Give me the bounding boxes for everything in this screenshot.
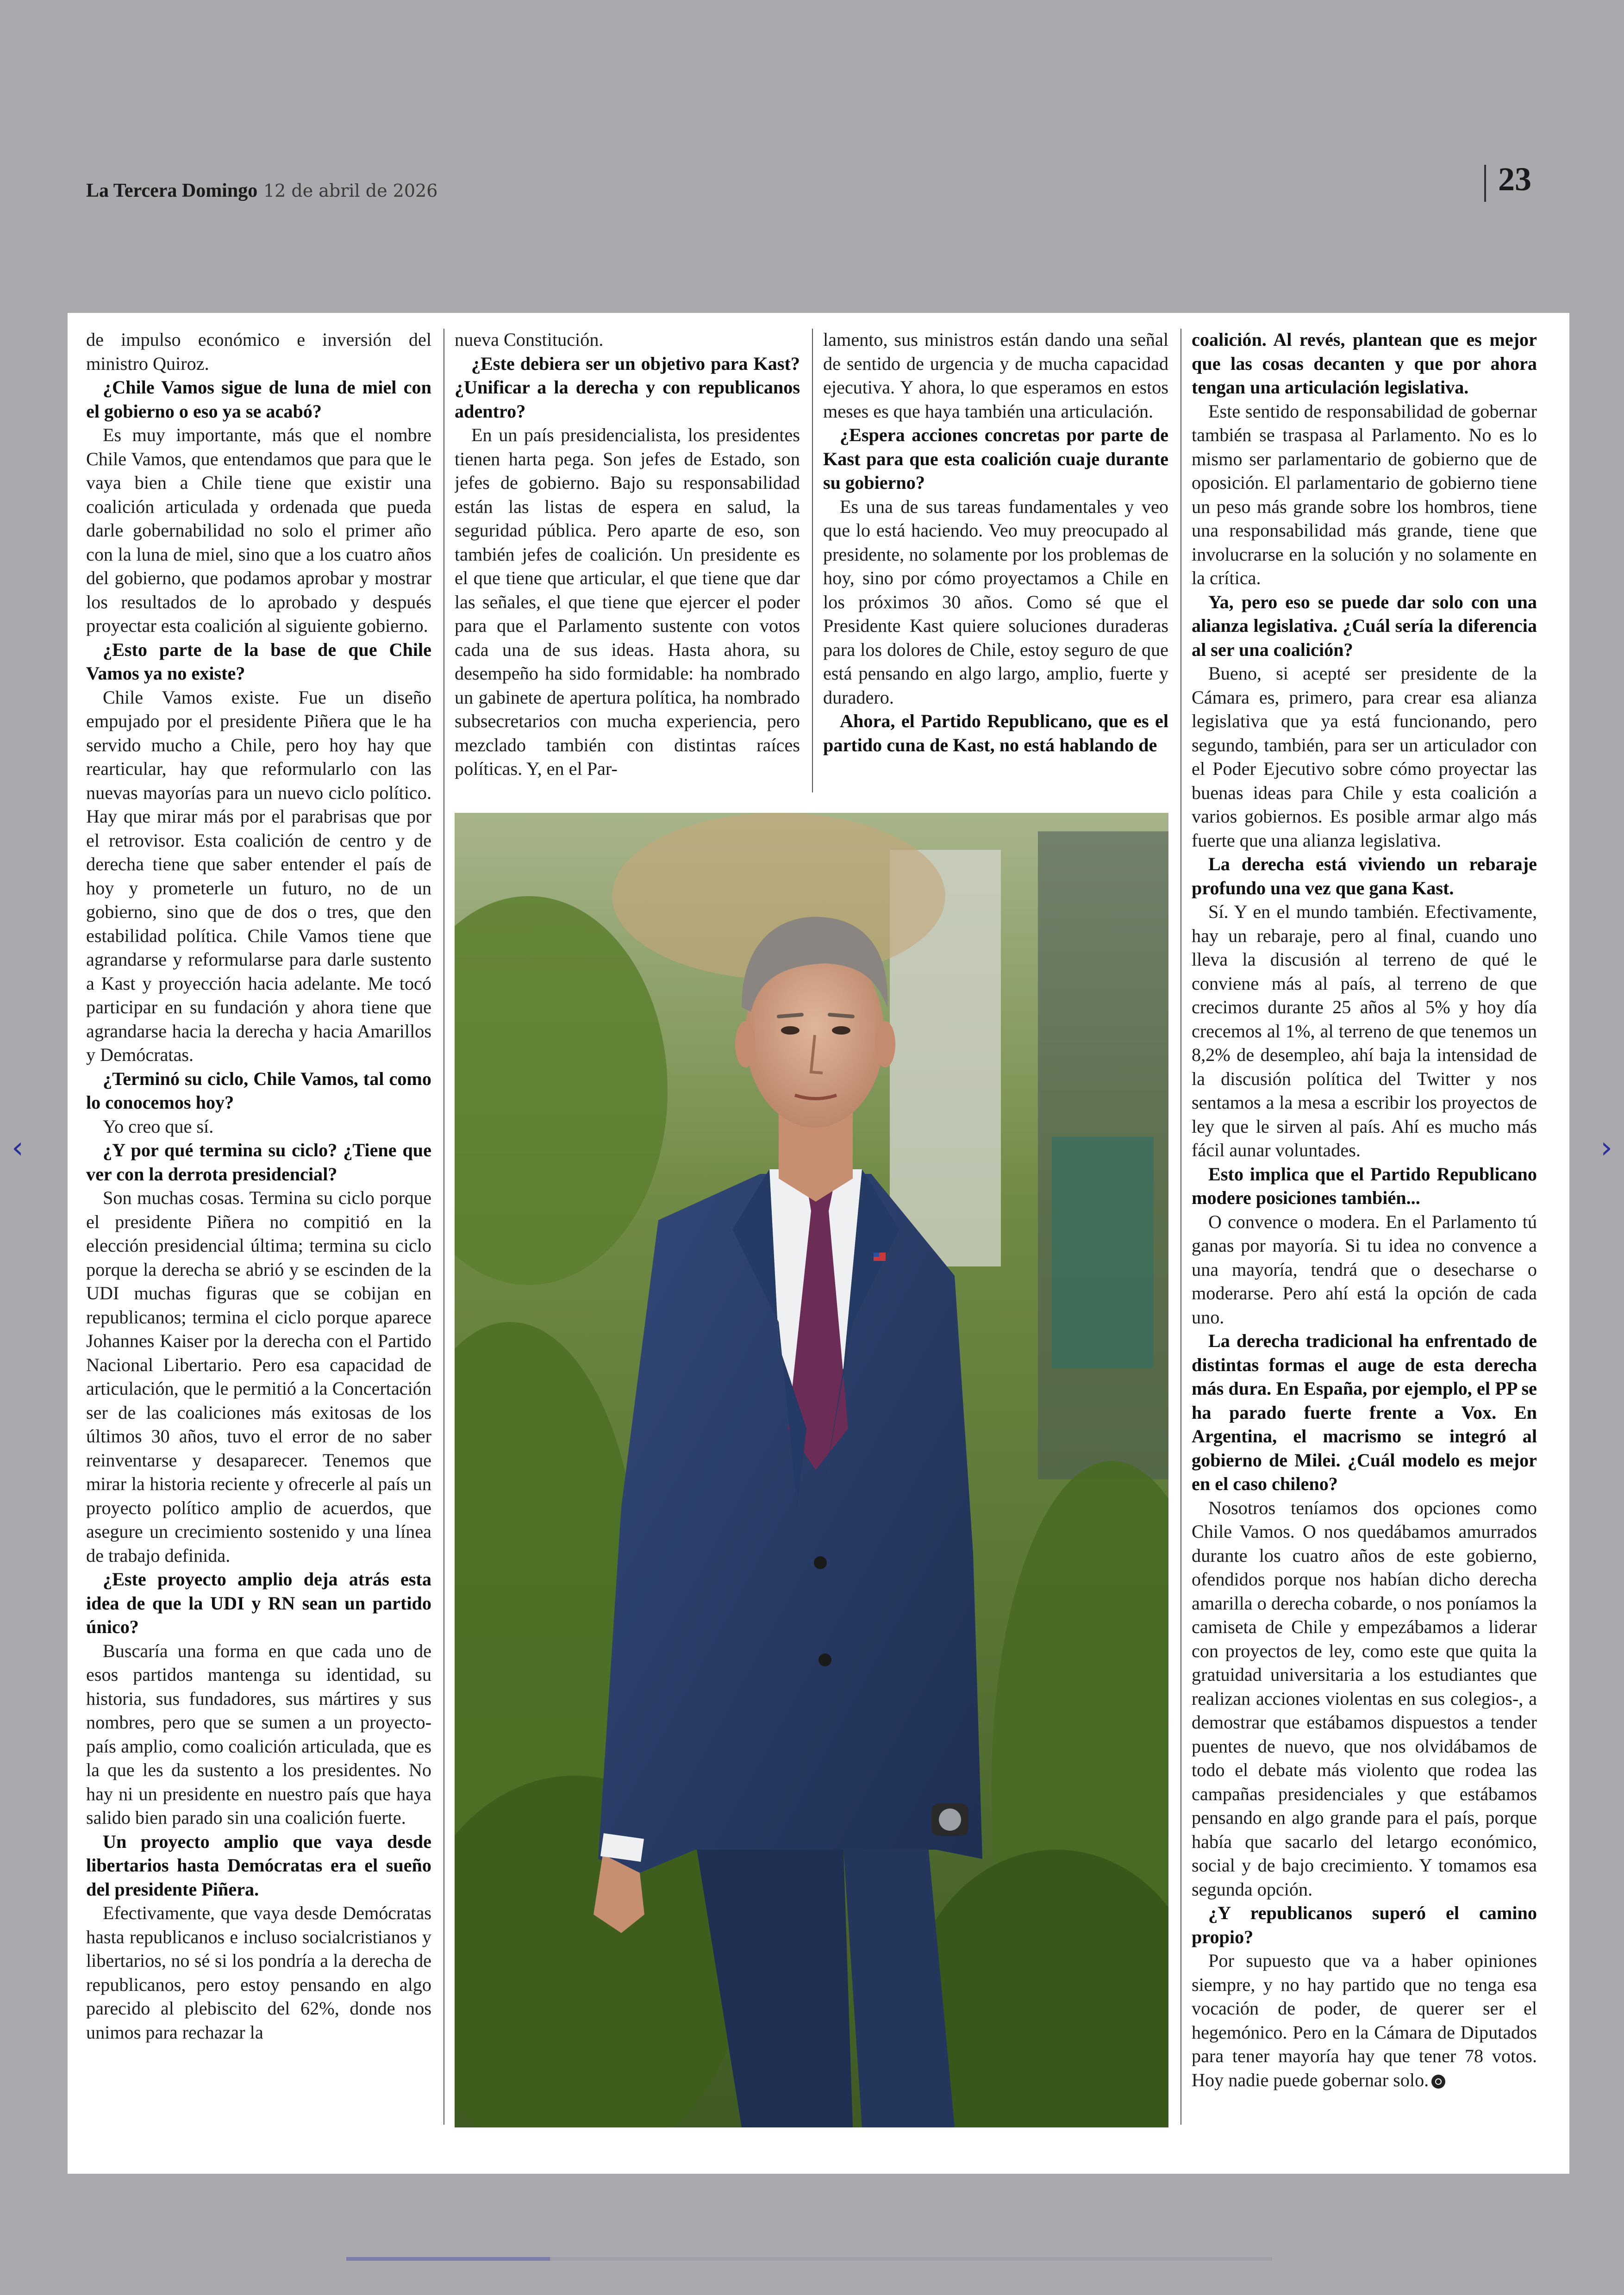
interview-question: ¿Chile Vamos sigue de luna de miel con el gobierno o eso ya se acabó? bbox=[86, 377, 431, 422]
interview-question: Un proyecto amplio que vaya desde libertarios hasta Demócratas era el sueño del presidente Piñera. bbox=[86, 1831, 431, 1900]
page-header bbox=[0, 0, 1624, 313]
column-divider bbox=[812, 329, 813, 792]
page-number-divider bbox=[1484, 165, 1486, 202]
interview-answer: En un país presidencialista, los presidentes tienen harta pega. Son jefes de Estado, son jefes de gobierno. Bajo su responsabilidad están las listas de espera en salud, la seguridad pública. Pero aparte de eso, son también jefes de coalición. Un presidente es el que tiene que articular, el que tiene que dar las señales, el que tiene que ejercer el poder para que el Parlamento sustente con votos cada una de sus ideas. Hasta ahora, su desempeño ha sido formidable: ha nombrado un gabinete de apertura política, ha nombrado subsecretarios con mucha experiencia, pero mezclado también con distintas raíces políticas. Y, en el Par- bbox=[455, 424, 800, 779]
interview-question: Ahora, el Partido Republicano, que es el partido cuna de Kast, no está hablando de bbox=[823, 711, 1168, 755]
interview-answer: Este sentido de responsabilidad de gobernar también se traspasa al Parlamento. No es lo mismo ser parlamentario de gobierno que de oposición. El parlamentario de gobierno tiene un peso más grande sobre los hombros, tiene una responsabilidad más grande, tiene que involucrarse en la solución y no solamente en la crítica. bbox=[1192, 400, 1537, 588]
page-number: 23 bbox=[1498, 161, 1531, 198]
interview-answer: Buscaría una forma en que cada uno de esos partidos mantenga su identidad, su historia, sus fundadores, sus mártires y sus nombres, pero que se sumen a un proyecto-país amplio, como coalición articulada, que es la que les da sustento a los presidentes. No hay ni un presidente en nuestro país que haya salido bien parado sin una coalición fuerte. bbox=[86, 1640, 431, 1828]
interview-question: ¿Y republicanos superó el camino propio? bbox=[1192, 1902, 1537, 1947]
text-column-2 bbox=[455, 328, 800, 791]
publication-name: La Tercera Domingo bbox=[86, 180, 258, 201]
prev-page-button[interactable] bbox=[4, 1129, 31, 1166]
end-of-article-icon bbox=[1431, 2075, 1445, 2089]
chevron-left-icon: ‹ bbox=[12, 1131, 24, 1165]
interview-answer: Yo creo que sí. bbox=[103, 1116, 214, 1137]
interview-question: ¿Este debiera ser un objetivo para Kast? ¿Unificar a la derecha y con republicanos adentro? bbox=[455, 353, 800, 422]
column-divider bbox=[443, 329, 444, 2125]
interview-answer: Chile Vamos existe. Fue un diseño empujado por el presidente Piñera que le ha servido mucho a Chile, pero hoy hay que rearticular, hay que reformularlo con las nuevas mayorías para un nuevo ciclo político. Hay que mirar más por el parabrisas que por el retrovisor. Esta coalición de centro y de derecha tiene que saber entender el país de hoy y prometerle un futuro, no de un gobierno, sino que de dos o tres, que den estabilidad política. Chile Vamos tiene que agrandarse y reformularse para darle sustento a Kast y proyección hacia adelante. Me tocó participar en su fundación y ahora tiene que agrandarse hacia la derecha y hacia Amarillos y Demócratas. bbox=[86, 686, 431, 1065]
page-progress-fill bbox=[346, 2257, 550, 2261]
next-page-button[interactable] bbox=[1593, 1129, 1620, 1166]
text-column-3 bbox=[823, 328, 1168, 791]
interview-question: ¿Este proyecto amplio deja atrás esta idea de que la UDI y RN sean un partido único? bbox=[86, 1569, 431, 1637]
publication-line bbox=[86, 180, 437, 202]
interview-question: La derecha está viviendo un rebaraje profundo una vez que gana Kast. bbox=[1192, 854, 1537, 898]
interview-answer: lamento, sus ministros están dando una señal de sentido de urgencia y de mucha capacidad ejecutiva. Y ahora, lo que esperamos en estos meses es que haya también una articulación. bbox=[823, 329, 1168, 422]
interview-question: La derecha tradicional ha enfrentado de distintas formas el auge de esta derecha más dura. En España, por ejemplo, el PP se ha parado fuerte frente a Vox. En Argentina, el macrismo se integró al gobierno de Milei. ¿Cuál modelo es mejor en el caso chileno? bbox=[1192, 1330, 1537, 1494]
interview-answer: Efectivamente, que vaya desde Demócratas hasta republicanos e incluso socialcristianos y libertarios, no sé si los pondría a la derecha de republicanos, pero estoy pensando en algo parecido al plebiscito del 62%, donde nos unimos para rechazar la bbox=[86, 1902, 431, 2043]
publication-date: 12 de abril de 2026 bbox=[263, 181, 438, 201]
interview-answer: nueva Constitución. bbox=[455, 329, 604, 350]
portrait-photo bbox=[455, 813, 1168, 2127]
interview-answer: Bueno, si acepté ser presidente de la Cámara es, primero, para crear esa alianza legislativa que ya está funcionando, pero segundo, también, para ser un articulador con el Poder Ejecutivo sobre cómo proyectar las buenas ideas para Chile y esta coalición a varios gobiernos. Es posible armar algo más fuerte que una alianza legislativa. bbox=[1192, 663, 1537, 851]
interview-answer: Sí. Y en el mundo también. Efectivamente, hay un rebaraje, pero al final, cuando uno lleva la discusión al terreno de qué le conviene más al país, al terreno de que crecimos durante 25 años al 5% y hoy día crecemos al 1%, al terreno de que tenemos un 8,2% de desempleo, ahí baja la intensidad de la discusión política del Twitter y nos sentamos a la mesa a escribir los proyectos de ley que le sirven al país. Ahí es mucho más fácil aunar voluntades. bbox=[1192, 901, 1537, 1160]
interview-question: coalición. Al revés, plantean que es mejor que las cosas decanten y que por ahora tengan una articulación legislativa. bbox=[1192, 329, 1537, 398]
interview-answer: O convence o modera. En el Parlamento tú ganas por mayoría. Si tu idea no convence a una mayoría, tendrá que o desecharse o moderarse. Pero ahí está la opción de cada uno. bbox=[1192, 1211, 1537, 1328]
interview-answer: Por supuesto que va a haber opiniones siempre, y no hay partido que no tenga esa vocación de poder, de querer ser el hegemónico. Pero en la Cámara de Diputados para tener mayoría hay que tener 78 votos. Hoy nadie puede gobernar solo. bbox=[1192, 1950, 1537, 2090]
interview-answer: de impulso económico e inversión del ministro Quiroz. bbox=[86, 329, 431, 374]
portrait-illustration bbox=[455, 813, 1168, 2127]
interview-question: ¿Esto parte de la base de que Chile Vamos ya no existe? bbox=[86, 639, 431, 684]
interview-question: ¿Espera acciones concretas por parte de Kast para que esta coalición cuaje durante su gobierno? bbox=[823, 424, 1168, 493]
text-column-1 bbox=[86, 328, 431, 2127]
interview-answer: Es una de sus tareas fundamentales y veo que lo está haciendo. Veo muy preocupado al presidente, no solamente por los problemas de hoy, sino por cómo proyectamos a Chile en los próximos 30 años. Como sé que el Presidente Kast quiere soluciones duraderas para los dolores de Chile, estoy seguro de que está pensando en algo largo, amplio, fuerte y duradero. bbox=[823, 496, 1168, 708]
article-page bbox=[68, 313, 1569, 2174]
interview-answer: Nosotros teníamos dos opciones como Chile Vamos. O nos quedábamos amurrados durante los cuatro años de este gobierno, ofendidos porque nos habían dicho derecha amarilla o derecha cobarde, o nos poníamos la camiseta de Chile y empezábamos a liderar con proyectos de ley, como este que quita la gratuidad universitaria a los estudiantes que realizan acciones violentas en sus colegios-, a demostrar que estábamos dispuestos a tender puentes de nuevo, que nos olvidábamos de todo el debate más violento que rodea las campañas presidenciales y que estábamos pensando en algo grande para el país, porque había que sacarlo del letargo económico, social y de bajo crecimiento. Y tomamos esa segunda opción. bbox=[1192, 1497, 1537, 1900]
interview-question: Esto implica que el Partido Republicano modere posiciones también... bbox=[1192, 1163, 1537, 1208]
interview-question: Ya, pero eso se puede dar solo con una alianza legislativa. ¿Cuál sería la diferencia al ser una coalición? bbox=[1192, 591, 1537, 660]
text-column-4 bbox=[1192, 328, 1537, 2127]
interview-question: ¿Terminó su ciclo, Chile Vamos, tal como lo conocemos hoy? bbox=[86, 1068, 431, 1113]
interview-answer: Es muy importante, más que el nombre Chile Vamos, que entendamos que para que le vaya bien a Chile tiene que existir una coalición articulada y ordenada que pueda darle gobernabilidad no solo el primer año con la luna de miel, sino que a los cuatro años del gobierno, que podamos aprobar y mostrar los resultados de lo aprobado y después proyectar esta coalición al siguiente gobierno. bbox=[86, 424, 431, 636]
chevron-right-icon: › bbox=[1600, 1131, 1612, 1165]
interview-answer: Son muchas cosas. Termina su ciclo porque el presidente Piñera no compitió en la elección presidencial última; termina su ciclo porque la derecha se abrió y se escinden de la UDI muchas figuras que se cobijan en republicanos; termina el ciclo porque aparece Johannes Kaiser por la derecha con el Partido Nacional Libertario. Pero esa capacidad de articulación, que le permitió a la Concertación ser de las coaliciones más exitosas de los últimos 30 años, tuvo el error de no saber reinventarse y desaparecer. Tenemos que mirar la historia reciente y ofrecerle al país un proyecto político amplio de acuerdos, que asegure un crecimiento sostenido y una línea de trabajo definida. bbox=[86, 1187, 431, 1566]
page-progress-bar[interactable] bbox=[346, 2257, 1272, 2261]
interview-question: ¿Y por qué termina su ciclo? ¿Tiene que ver con la derrota presidencial? bbox=[86, 1140, 431, 1185]
